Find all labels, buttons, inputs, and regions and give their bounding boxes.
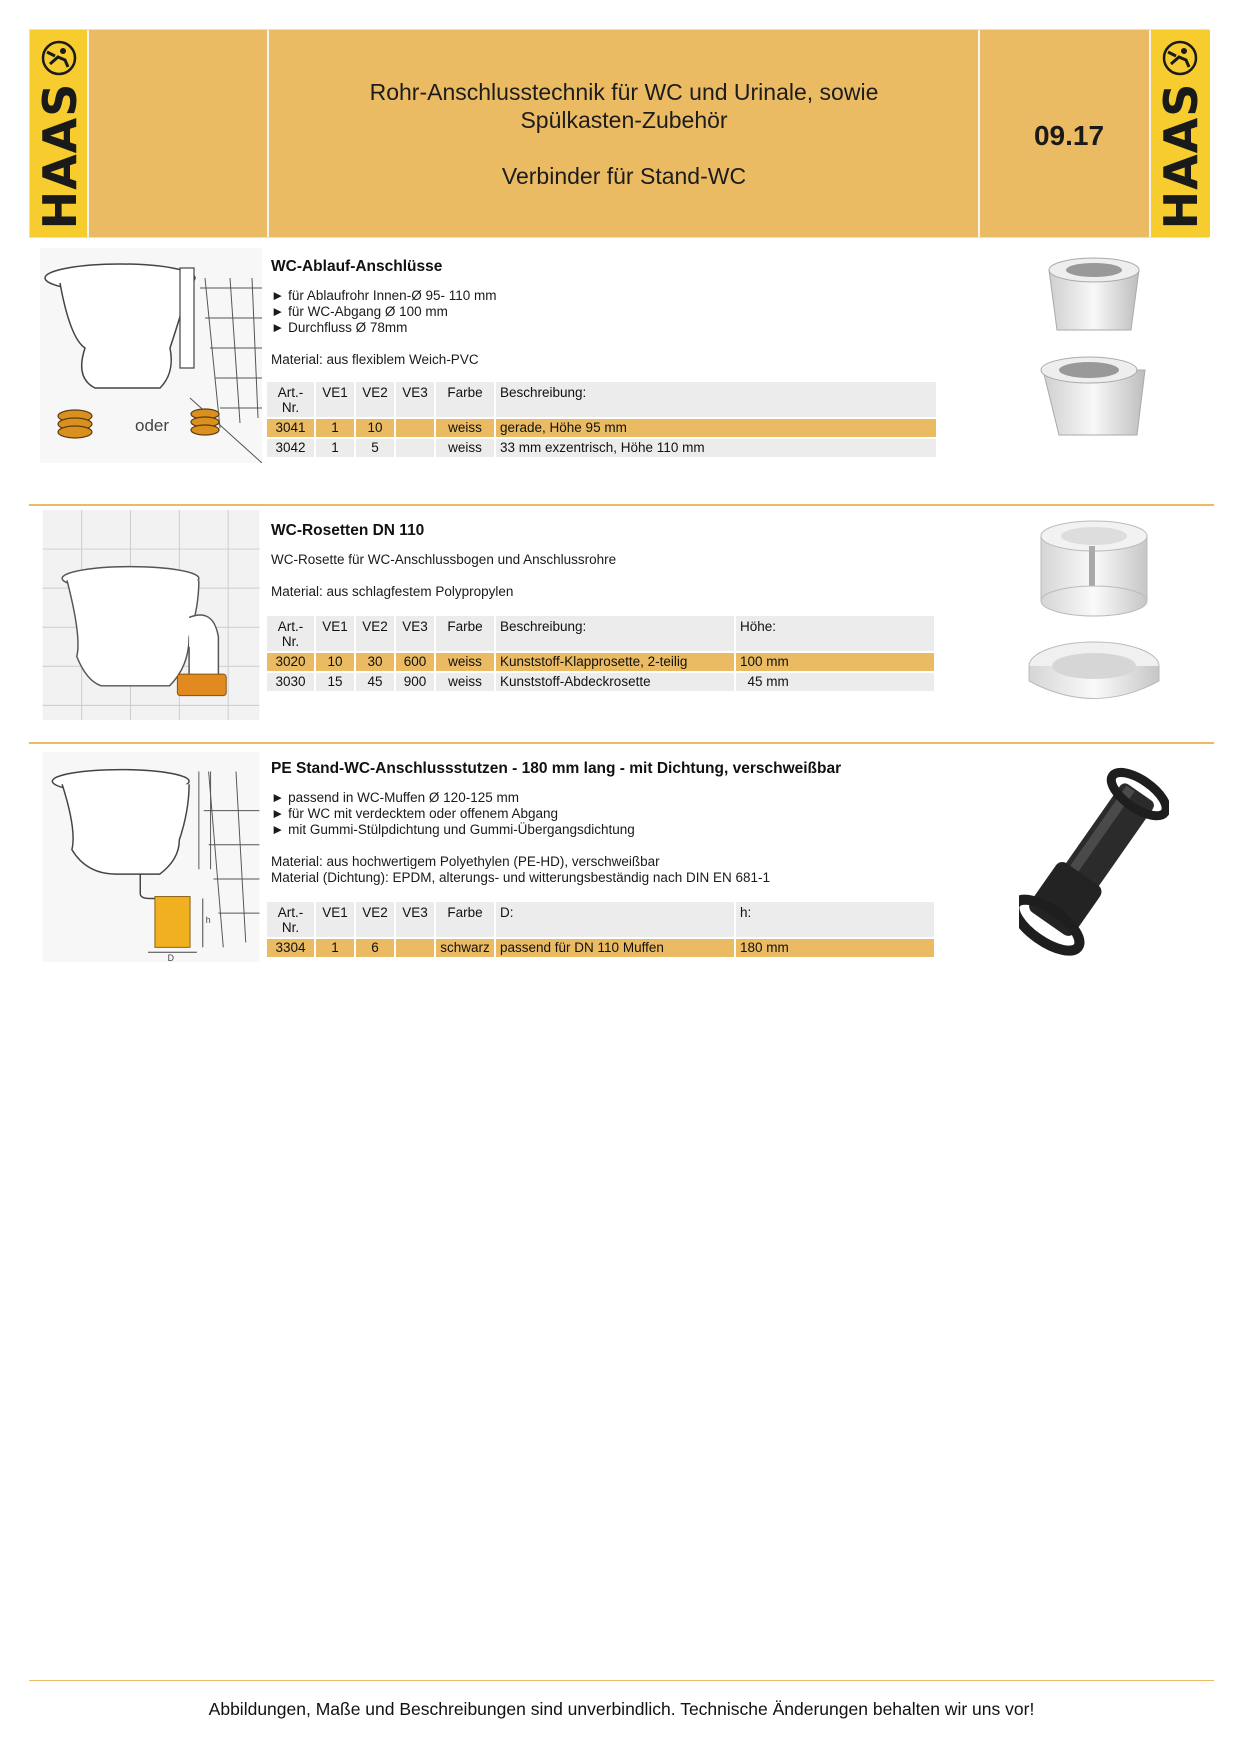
col-header-farbe: Farbe [436, 382, 496, 417]
col-header-art-nr: Art.- Nr. [267, 382, 316, 417]
cell-d: passend für DN 110 Muffen [496, 937, 736, 957]
material-text: Material: aus schlagfestem Polypropylen [271, 584, 514, 599]
h-label: h [205, 914, 211, 925]
material-text: Material: aus hochwertigem Polyethylen (PE-HD), verschweißbar [271, 854, 660, 869]
cell-beschreibung: Kunststoff-Klapprosette, 2-teilig [496, 651, 736, 671]
bullet-item: ► für WC mit verdecktem oder offenem Abgang [271, 806, 558, 821]
page-number: 09.17 [1033, 120, 1105, 151]
material-seal-text: Material (Dichtung): EPDM, alterungs- und witterungsbeständig nach DIN EN 681-1 [271, 870, 770, 885]
page-subtitle: Verbinder für Stand-WC [501, 163, 747, 189]
cell-ve1: 1 [316, 417, 356, 437]
cell-ve2: 30 [356, 651, 396, 671]
d-label: D [167, 953, 174, 962]
haas-logo-left [30, 30, 89, 237]
cell-ve2: 10 [356, 417, 396, 437]
page-title-line-2: Spülkasten-Zubehör [520, 107, 728, 133]
spec-table [267, 616, 936, 691]
cell-farbe: weiss [436, 437, 496, 457]
col-header-ve3: VE3 [396, 382, 436, 417]
cell-ve3: 600 [396, 651, 436, 671]
section-wc-ablauf [29, 242, 1214, 504]
col-header-art-nr: Art.- Nr. [267, 902, 316, 937]
cell-art-nr: 3020 [267, 651, 316, 671]
col-header-hoehe: Höhe: [736, 616, 936, 651]
cell-ve3 [396, 437, 436, 457]
cell-art-nr: 3041 [267, 417, 316, 437]
section-wc-rosetten [29, 506, 1214, 742]
cell-beschreibung: Kunststoff-Abdeckrosette [496, 671, 736, 691]
cell-farbe: weiss [436, 671, 496, 691]
col-header-ve2: VE2 [356, 382, 396, 417]
bullet-item: ► für Ablaufrohr Innen-Ø 95- 110 mm [271, 288, 497, 303]
footer-divider [29, 1680, 1214, 1681]
section-title: WC-Rosetten DN 110 [271, 522, 425, 539]
col-header-beschreibung: Beschreibung: [496, 382, 938, 417]
cell-ve2: 5 [356, 437, 396, 457]
page-title-line-1: Rohr-Anschlusstechnik für WC und Urinale, sowie [369, 79, 879, 105]
haas-logo-right [1151, 30, 1210, 237]
description-text: WC-Rosette für WC-Anschlussbogen und Anschlussrohre [271, 552, 617, 567]
section-title: WC-Ablauf-Anschlüsse [271, 258, 443, 275]
table-row [267, 651, 936, 671]
cell-ve3: 900 [396, 671, 436, 691]
cell-ve2: 6 [356, 937, 396, 957]
table-row [267, 417, 938, 437]
material-text: Material: aus flexiblem Weich-PVC [271, 352, 479, 367]
logo-wordmark: HAAS [1153, 82, 1208, 229]
cell-ve3 [396, 417, 436, 437]
spec-table [267, 382, 938, 457]
col-header-ve3: VE3 [396, 902, 436, 937]
col-header-farbe: Farbe [436, 902, 496, 937]
cell-farbe: schwarz [436, 937, 496, 957]
logo-wordmark: HAAS [32, 82, 87, 229]
cell-beschreibung: 33 mm exzentrisch, Höhe 110 mm [496, 437, 938, 457]
col-header-ve1: VE1 [316, 382, 356, 417]
col-header-ve1: VE1 [316, 902, 356, 937]
cell-ve1: 1 [316, 437, 356, 457]
pe-stutzen-illustration [40, 752, 262, 962]
plumber-emblem-icon [1162, 40, 1198, 76]
col-header-ve2: VE2 [356, 616, 396, 651]
footer-disclaimer: Abbildungen, Maße und Beschreibungen sind unverbindlich. Technische Änderungen behalten wir uns vor! [208, 1699, 1035, 1719]
wc-rosetten-illustration [40, 510, 262, 720]
rosetten-product-photo [1019, 516, 1169, 726]
section-title: PE Stand-WC-Anschlussstutzen - 180 mm lang - mit Dichtung, verschweißbar [271, 760, 842, 777]
col-header-h: h: [736, 902, 936, 937]
bullet-item: ► für WC-Abgang Ø 100 mm [271, 304, 448, 319]
cell-ve1: 10 [316, 651, 356, 671]
cell-ve3 [396, 937, 436, 957]
section-pe-anschlussstutzen [29, 744, 1214, 984]
col-header-beschreibung: Beschreibung: [496, 616, 736, 651]
col-header-farbe: Farbe [436, 616, 496, 651]
col-header-art-nr: Art.- Nr. [267, 616, 316, 651]
cell-art-nr: 3304 [267, 937, 316, 957]
bullet-item: ► passend in WC-Muffen Ø 120-125 mm [271, 790, 519, 805]
cell-hoehe: 45 mm [736, 671, 936, 691]
cell-h: 180 mm [736, 937, 936, 957]
header-title-block [270, 30, 978, 237]
col-header-ve1: VE1 [316, 616, 356, 651]
plumber-emblem-icon [41, 40, 77, 76]
col-header-d: D: [496, 902, 736, 937]
oder-label: oder [135, 416, 170, 435]
col-header-ve2: VE2 [356, 902, 396, 937]
col-header-ve3: VE3 [396, 616, 436, 651]
cell-farbe: weiss [436, 417, 496, 437]
table-row [267, 437, 938, 457]
wc-ablauf-illustration [40, 248, 262, 463]
cell-art-nr: 3030 [267, 671, 316, 691]
page-header [29, 29, 1209, 238]
cell-ve2: 45 [356, 671, 396, 691]
bullet-item: ► mit Gummi-Stülpdichtung und Gummi-Übergangsdichtung [271, 822, 635, 837]
ablauf-product-photo [1019, 250, 1169, 460]
cell-beschreibung: gerade, Höhe 95 mm [496, 417, 938, 437]
cell-ve1: 1 [316, 937, 356, 957]
bullet-item: ► Durchfluss Ø 78mm [271, 320, 408, 335]
spec-table [267, 902, 936, 957]
table-row [267, 671, 936, 691]
cell-farbe: weiss [436, 651, 496, 671]
cell-ve1: 15 [316, 671, 356, 691]
pe-stutzen-product-photo [1019, 758, 1169, 958]
table-row [267, 937, 936, 957]
cell-hoehe: 100 mm [736, 651, 936, 671]
cell-art-nr: 3042 [267, 437, 316, 457]
